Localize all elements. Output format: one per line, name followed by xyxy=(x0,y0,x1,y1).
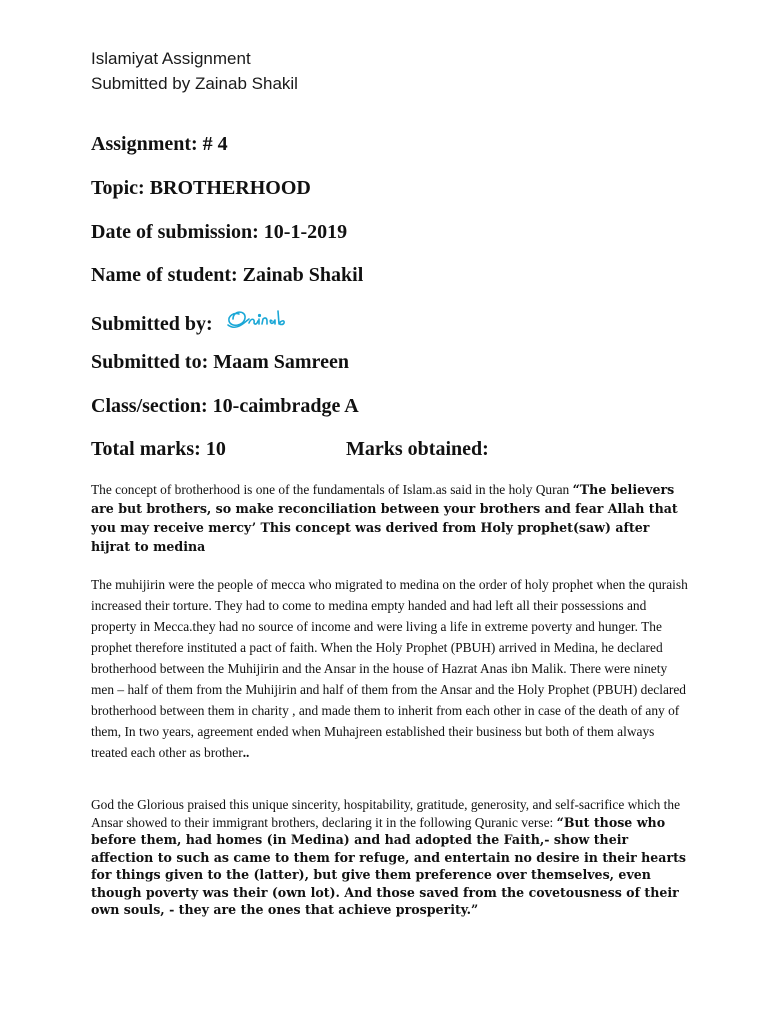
class-section: Class/section: 10-caimbradge A xyxy=(91,395,359,417)
muhajirin-text: The muhijirin were the people of mecca who migrated to medina on the order of holy prophet when the quraish increased their torture. They had to come to medina empty handed and had left all their possessions and property in Mecca.they had no source of income and were living a life in extreme poverty and hunger. The prophet therefore instituted a pact of faith. When the Holy Prophet (PBUH) arrived in Medina, he declared brotherhood between the Muhijirin and the Ansar in the house of Hazrat Anas ibn Malik. There were ninety men – half of them from the Muhijirin and half of them from the Ansar and the Holy Prophet (PBUH) declared brotherhood between them in charity , and made them to inherit from each other in case of the death of any of them, In two years, agreement ended when Muhajreen established their business but both of them always treated each other as brother xyxy=(91,577,688,760)
student-name: Name of student: Zainab Shakil xyxy=(91,264,364,286)
marks-obtained: Marks obtained: xyxy=(346,438,489,460)
header-submitted-by: Submitted by Zainab Shakil xyxy=(91,74,298,93)
signature-icon xyxy=(224,306,302,332)
verse-quote: “But those who before them, had homes (in Medina) and had adopted the Faith,- show their affection to such as came to them for refuge, and entertain no desire in their hearts for things given to the (latter), but give them preference over themselves, even though poverty was their (own lot). And those saved from the covetousness of their own souls, - they are the ones that achieve prosperity.” xyxy=(91,814,686,917)
intro-quran-quote: “The believers are but brothers, so make reconciliation between your brothers and fear Allah that you may receive mercy’ This concept was derived from Holy prophet(saw) after hijrat to medina xyxy=(91,482,678,554)
total-marks: Total marks: 10 xyxy=(91,438,226,460)
header-course-title: Islamiyat Assignment xyxy=(91,49,251,68)
submitted-by-row xyxy=(91,306,302,339)
date-of-submission: Date of submission: 10-1-2019 xyxy=(91,221,348,243)
assignment-number: Assignment: # 4 xyxy=(91,133,228,155)
marks-row xyxy=(91,436,489,462)
muhajirin-end: .. xyxy=(242,745,250,760)
verse-intro-text: God the Glorious praised this unique sincerity, hospitability, gratitude, generosity, and self-sacrifice which the Ansar showed to their immigrant brothers, declaring it in the following Quranic verse: xyxy=(91,797,681,830)
paragraph-quranic-verse xyxy=(91,796,691,919)
topic: Topic: BROTHERHOOD xyxy=(91,177,311,199)
submitted-to: Submitted to: Maam Samreen xyxy=(91,351,349,373)
submitted-by-label: Submitted by: xyxy=(91,313,213,335)
paragraph-muhajirin xyxy=(91,574,691,763)
intro-text: The concept of brotherhood is one of the fundamentals of Islam.as said in the holy Quran xyxy=(91,482,573,497)
signature-image xyxy=(224,306,302,339)
paragraph-intro xyxy=(91,480,691,556)
